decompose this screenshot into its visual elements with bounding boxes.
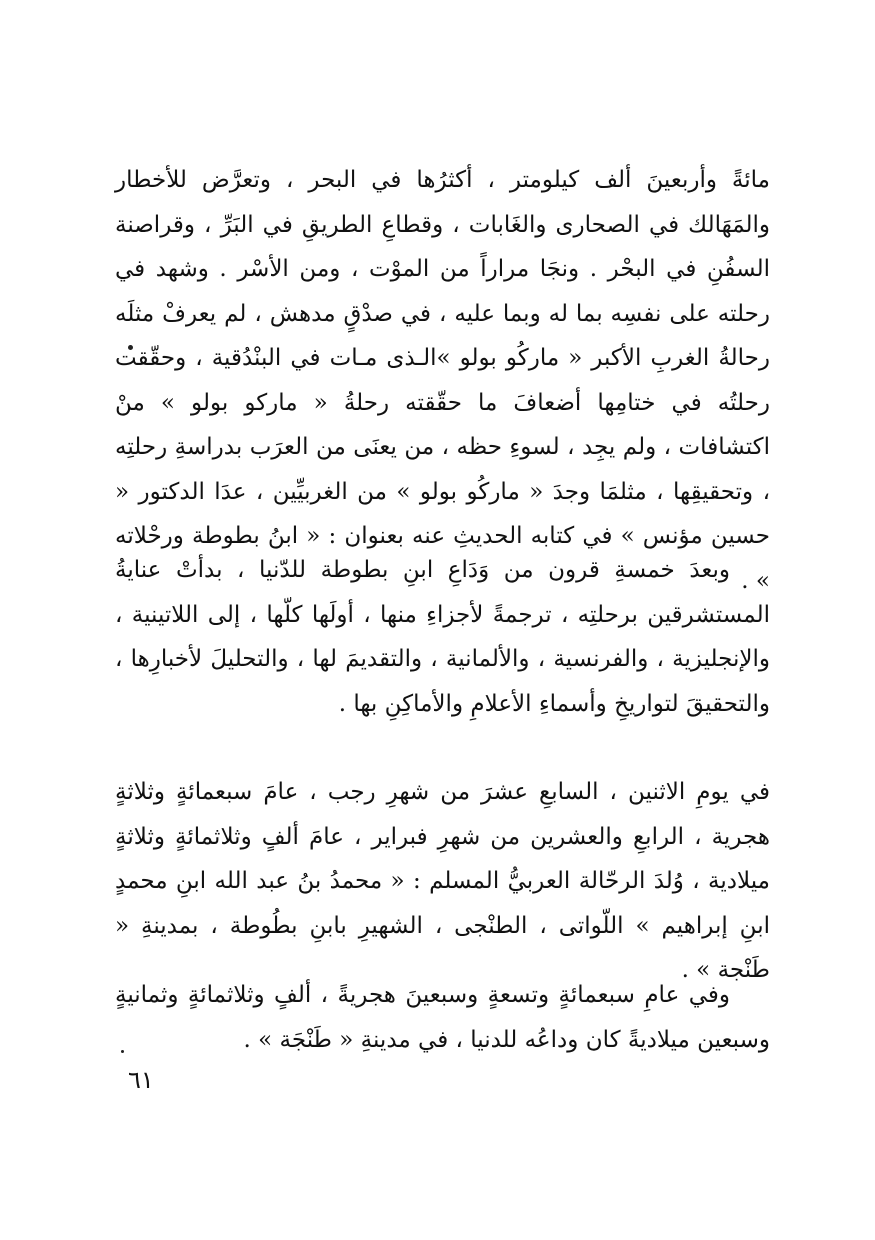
page-number: ٦١ xyxy=(128,1066,154,1094)
paragraph-block-3 xyxy=(115,770,770,993)
paragraph-3: في يومِ الاثنين ، السابعِ عشرَ من شهرِ رجب ، عامَ سبعمائةٍ وثلاثةٍ هجرية ، الرابعِ والعشرين من شهرِ فبراير ، عامَ ألفٍ وثلاثمائةٍ وثلاثةٍ ميلادية ، وُلدَ الرحّالة العربيُّ المسلم : « محمدُ بنُ عبد الله ابنِ محمدٍ ابنِ إبراهيم » اللّواتى ، الطنْجى ، الشهيرِ بابنِ بطُوطة ، بمدينةِ « طَنْجة » . xyxy=(115,779,770,983)
paragraph-2: وبعدَ خمسةِ قرون من وَدَاعِ ابنِ بطوطة للدّنيا ، بدأتْ عنايةُ المستشرقين برحلتِه ، ترجمةً لأجزاءِ منها ، أولَها كلّها ، إلى اللاتينية ، والإنجليزية ، والفرنسية ، والألمانية ، والتقديمَ لها ، والتحليلَ لأخبارِها ، والتحقيقَ لتواريخِ وأسماءِ الأعلامِ والأماكِنِ بها . xyxy=(115,557,770,717)
paragraph-block-4 xyxy=(115,973,770,1062)
paragraph-4: وفي عامِ سبعمائةٍ وتسعةٍ وسبعينَ هجريةً ، ألفٍ وثلاثمائةٍ وثمانيةٍ وسبعين ميلاديةً كان وداعُه للدنيا ، في مدينةِ « طَنْجَة » . xyxy=(115,982,770,1053)
paragraph-block-1 xyxy=(115,158,770,603)
paragraph-1: مائةً وأربعينَ ألف كيلومتر ، أكثرُها في البحر ، وتعرَّض للأخطار والمَهَالك في الصحارى والغَابات ، وقطاعِ الطريقِ في البَرِّ ، وقراصنة السفُنِ في البحْر . ونجَا مراراً من الموْت ، ومن الأسْر . وشهد في رحلته على نفسِه بما له وبما عليه ، في صدْقٍ مدهش ، لم يعرفْ مثلَه رحالةُ الغربِ الأكبر « ماركُو بولو »الـذى مـات في البنْدُقية ، وحقّقت رحلتُه في ختامِها أضعافَ ما حقّقته رحلةُ « ماركو بولو » منْ اكتشافات ، ولم يجِد ، لسوءِ حظه ، من يعنَى من العرَب بدراسةِ رحلتِه ، وتحقيقِها ، مثلمَا وجدَ « ماركُو بولو » من الغربيِّين ، عدَا الدكتور « حسين مؤنس » في كتابه الحديثِ عنه بعنوان : « ابنُ بطوطة ورحْلاته » . xyxy=(115,167,770,594)
paragraph-block-2 xyxy=(115,548,770,726)
